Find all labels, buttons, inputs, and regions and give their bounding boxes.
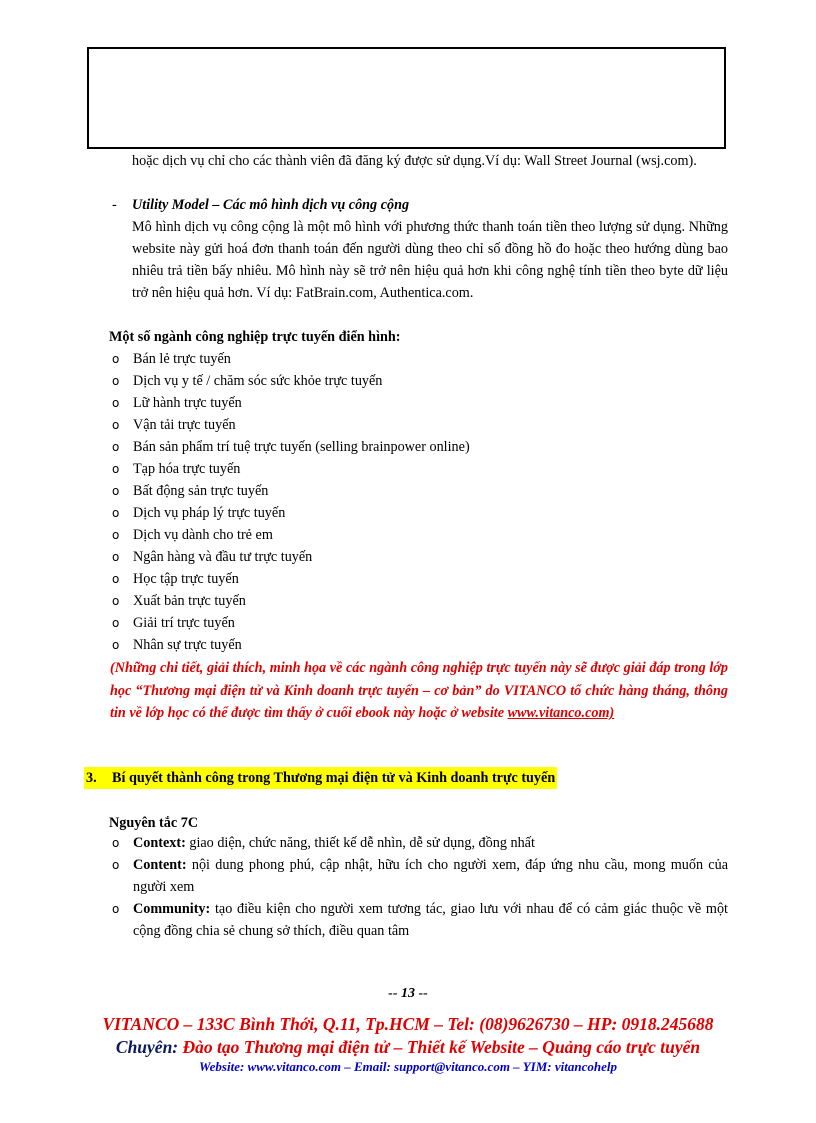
section-3-heading: 3. Bí quyết thành công trong Thương mại điện tử và Kinh doanh trực tuyến	[84, 767, 557, 789]
intro-continuation: hoặc dịch vụ chỉ cho các thành viên đã đăng ký được sử dụng.Ví dụ: Wall Street Journal (wsj.com).	[132, 153, 697, 169]
utility-model-title: Utility Model – Các mô hình dịch vụ công cộng	[132, 197, 410, 213]
circle-bullet-icon: o	[112, 902, 120, 916]
list-item: o Community: tạo điều kiện cho người xem tương tác, giao lưu với nhau để có cảm giác thuộc về một cộng đồng chia sẻ chung sở thích, điều quan tâm	[0, 898, 816, 942]
utility-model-description: Mô hình dịch vụ công cộng là một mô hình với phương thức thanh toán tiền theo lượng sử dụng. Những website này gửi hoá đơn thanh toán đến người dùng theo chỉ số đồng hồ đo hoặc theo hướng dùng bao nhiêu trả tiền bấy nhiêu. Mô hình này sẽ trở nên hiệu quả hơn khi công nghệ tính tiền theo byte dữ liệu trở nên hiệu quả hơn. Ví dụ: FatBrain.com, Authentica.com.	[132, 219, 728, 301]
circle-bullet-icon: o	[112, 374, 120, 388]
circle-bullet-icon: o	[112, 484, 120, 498]
circle-bullet-icon: o	[112, 528, 120, 542]
footer-contacts: Website: www.vitanco.com – Email: support@vitanco.com – YIM: vitancohelp	[199, 1059, 617, 1074]
utility-model-dash: -	[112, 197, 117, 213]
circle-bullet-icon: o	[112, 638, 120, 652]
circle-bullet-icon: o	[112, 352, 120, 366]
circle-bullet-icon: o	[112, 462, 120, 476]
seven-c-heading: Nguyên tắc 7C	[109, 815, 199, 831]
circle-bullet-icon: o	[112, 594, 120, 608]
industries-heading: Một số ngành công nghiệp trực tuyến điển hình:	[109, 329, 401, 345]
footer-address: VITANCO – 133C Bình Thới, Q.11, Tp.HCM – Tel: (08)9626730 – HP: 0918.245688	[102, 1014, 714, 1034]
list-item: o Context: giao diện, chức năng, thiết kế dễ nhìn, dễ sử dụng, đồng nhất	[0, 832, 816, 854]
industries-note: (Những chi tiết, giải thích, minh họa về các ngành công nghiệp trực tuyến này sẽ được giải đáp trong lớp học “Thương mại điện tử và Kinh doanh trực tuyến – cơ bản” do VITANCO tổ chức hàng tháng, thông tin về lớp học có thể được tìm thấy ở cuối ebook này hoặc ở website www.vitanco.com)	[110, 660, 728, 721]
circle-bullet-icon: o	[112, 418, 120, 432]
seven-c-list	[0, 832, 816, 942]
circle-bullet-icon: o	[112, 616, 120, 630]
list-item: o Content: nội dung phong phú, cập nhật, hữu ích cho người xem, đáp ứng nhu cầu, mong muốn của người xem	[0, 854, 816, 898]
vitanco-link[interactable]: www.vitanco.com)	[507, 705, 615, 721]
page-number: -- 13 --	[388, 986, 428, 1001]
circle-bullet-icon: o	[112, 506, 120, 520]
header-frame	[87, 47, 726, 149]
circle-bullet-icon: o	[112, 550, 120, 564]
circle-bullet-icon: o	[112, 858, 120, 872]
footer-services: Chuyên: Đào tạo Thương mại điện tử – Thiết kế Website – Quảng cáo trực tuyến	[115, 1037, 701, 1057]
circle-bullet-icon: o	[112, 836, 120, 850]
circle-bullet-icon: o	[112, 572, 120, 586]
circle-bullet-icon: o	[112, 396, 120, 410]
circle-bullet-icon: o	[112, 440, 120, 454]
